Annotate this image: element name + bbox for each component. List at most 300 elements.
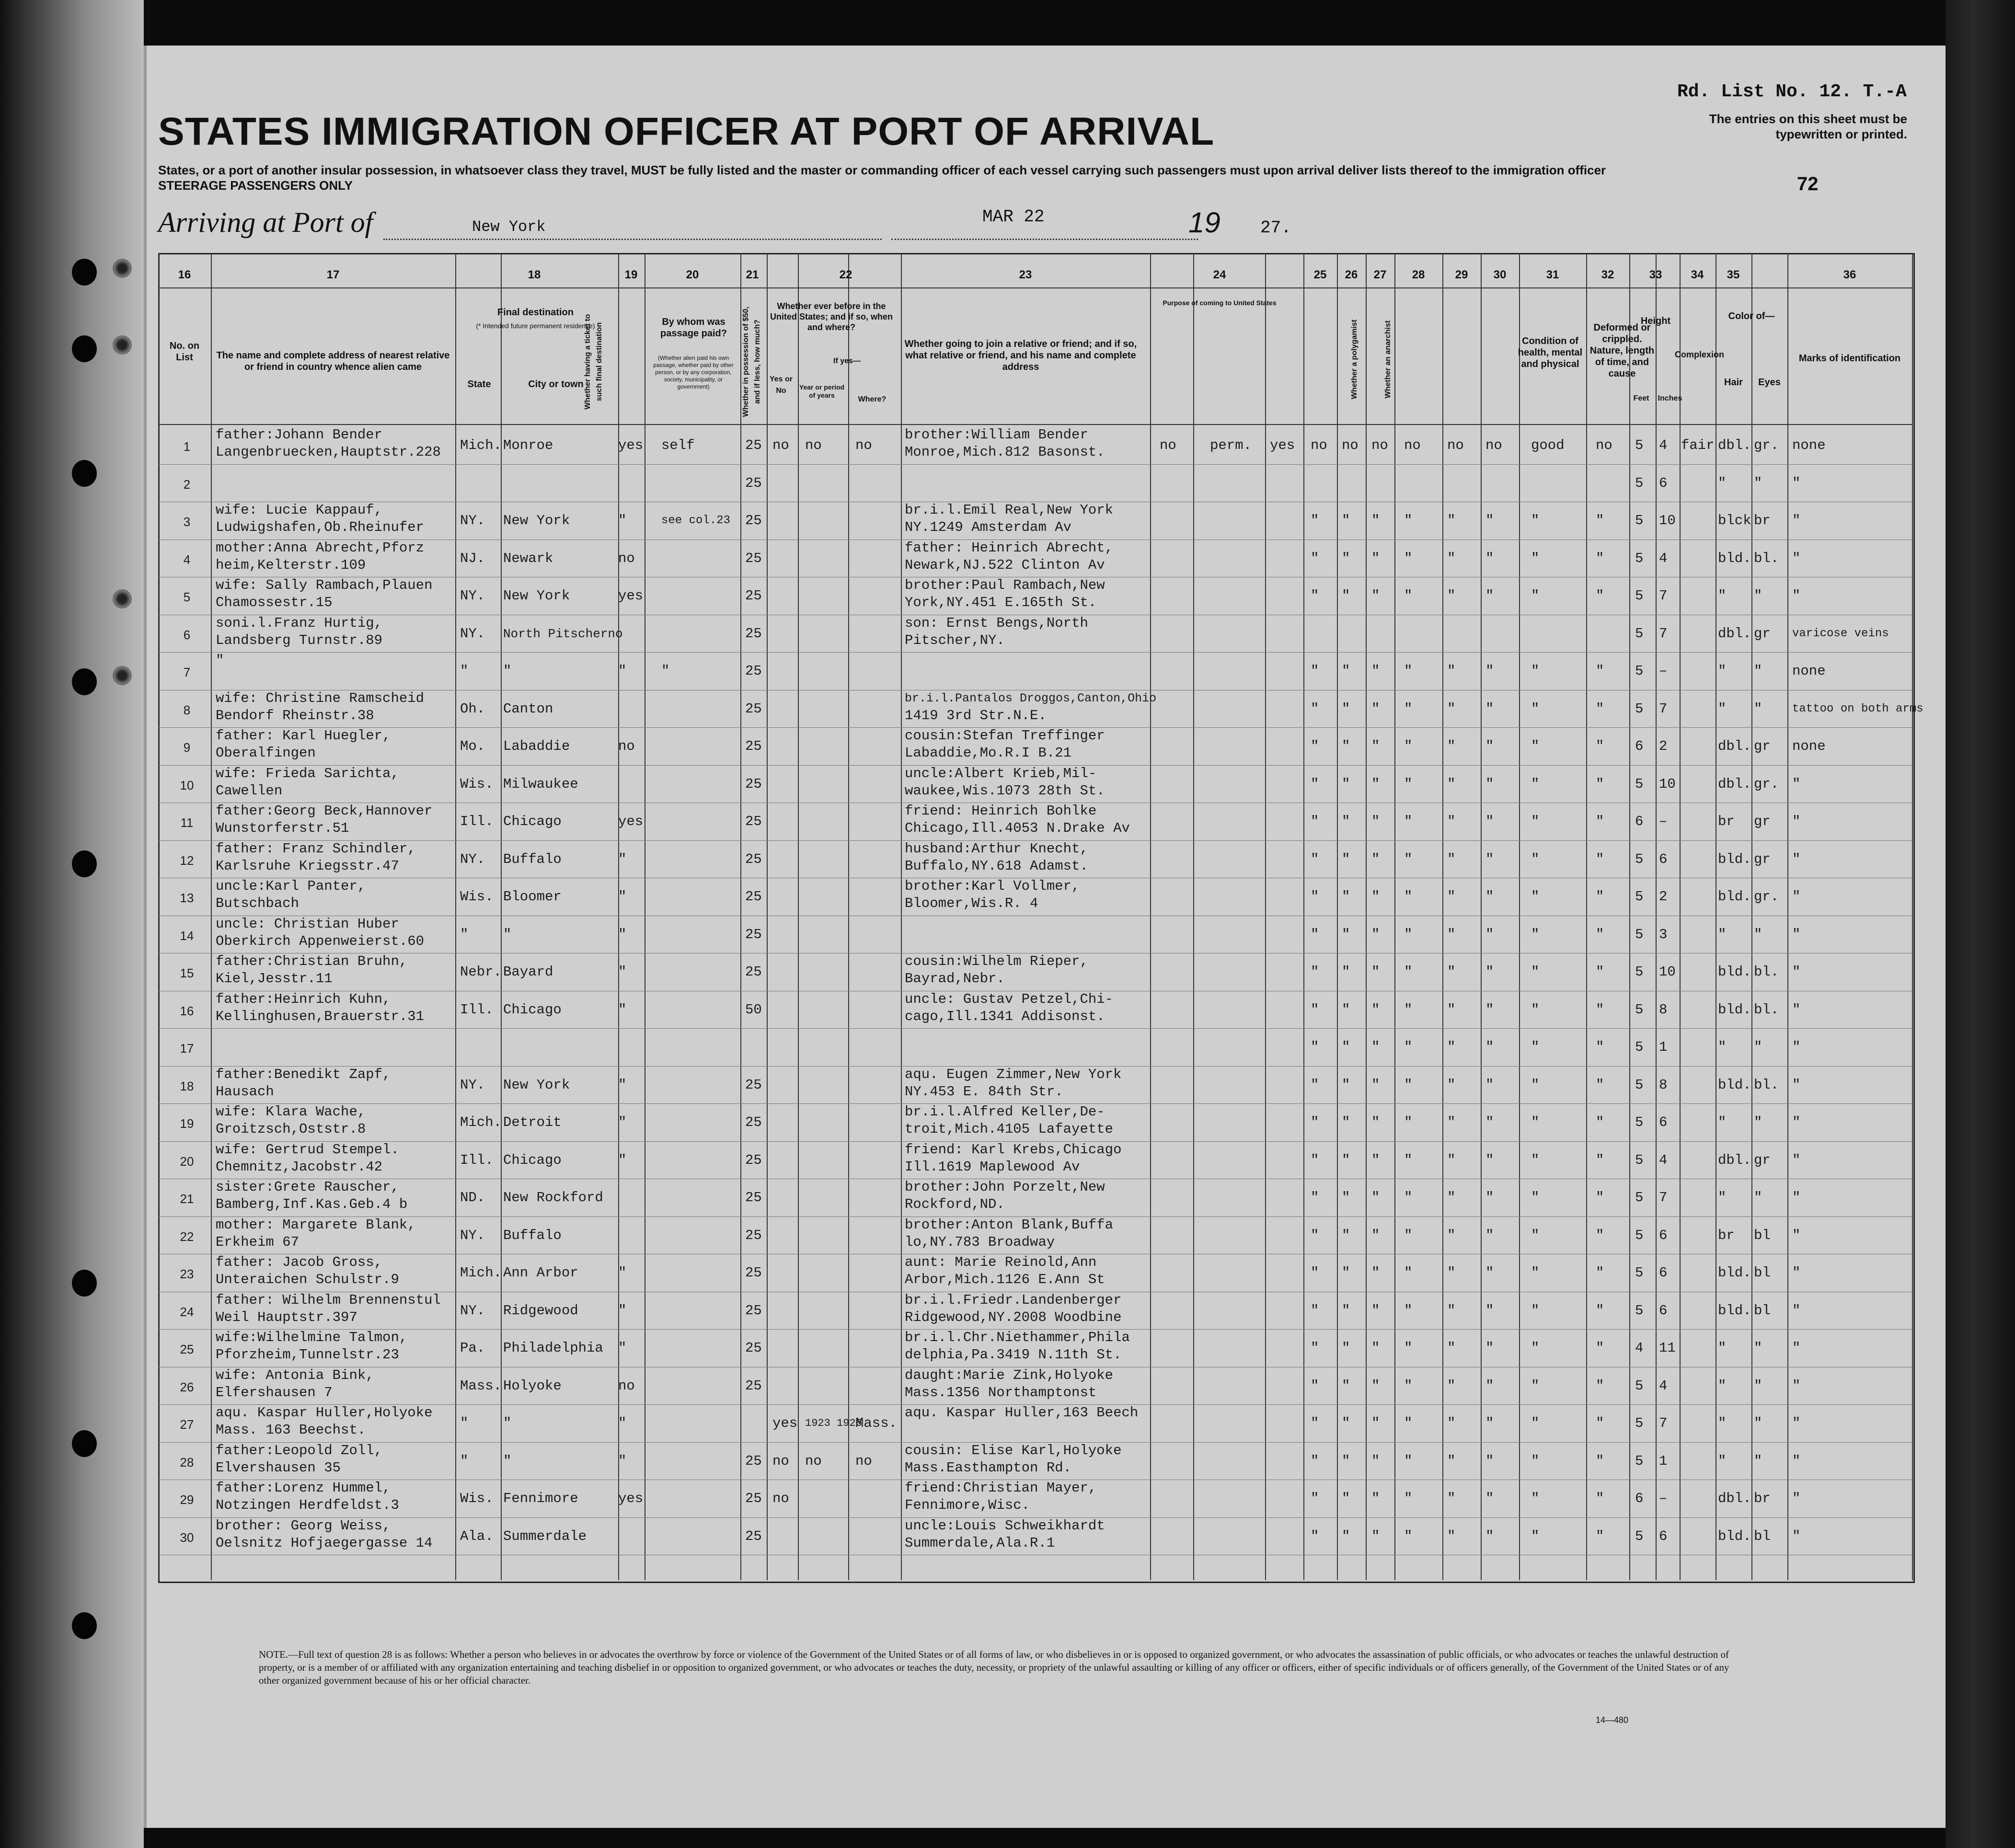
eye-color: " xyxy=(1754,1377,1762,1394)
where-in-us: no xyxy=(855,437,872,454)
joining-address: Summerdale,Ala.R.1 xyxy=(905,1535,1055,1551)
health-status: " xyxy=(1531,1190,1540,1206)
joining-address: NY.453 E. 84th Str. xyxy=(905,1083,1063,1100)
hair-color: dbl. xyxy=(1718,776,1751,792)
col-27: no xyxy=(1371,437,1388,454)
col-30: " xyxy=(1485,1152,1494,1168)
ticket-status: " xyxy=(618,964,627,980)
dest-state: Mich. xyxy=(460,1265,502,1281)
identification-marks: " xyxy=(1792,1302,1801,1319)
col-30: no xyxy=(1485,437,1502,454)
identification-marks: " xyxy=(1792,1265,1801,1281)
row-number: 27 xyxy=(180,1417,194,1432)
height-feet: 5 xyxy=(1635,588,1644,604)
health-status: " xyxy=(1531,1265,1540,1281)
dest-state: Wis. xyxy=(460,776,494,792)
money-amount: 25 xyxy=(745,550,762,566)
hair-color: blck xyxy=(1718,513,1751,529)
health-status: " xyxy=(1531,1340,1540,1356)
deformed-status: " xyxy=(1596,889,1604,905)
form-number: 14—480 xyxy=(1596,1715,1629,1725)
relative-name: father:Georg Beck,Hannover xyxy=(216,803,433,819)
col-30: " xyxy=(1485,1190,1494,1206)
col-30: " xyxy=(1485,550,1494,566)
joining-address: 1419 3rd Str.N.E. xyxy=(905,707,1047,723)
col-30: " xyxy=(1485,889,1494,905)
col-26: " xyxy=(1342,1039,1350,1056)
col-27: " xyxy=(1371,1114,1380,1131)
col-30: " xyxy=(1485,1453,1494,1469)
joining-address: Bloomer,Wis.R. 4 xyxy=(905,895,1038,912)
dest-state: Pa. xyxy=(460,1340,485,1356)
row-number: 15 xyxy=(180,966,194,981)
ever-in-us: no xyxy=(772,1491,789,1507)
identification-marks: " xyxy=(1792,1114,1801,1131)
col-30: " xyxy=(1485,588,1494,604)
hair-color: dbl. xyxy=(1718,625,1751,642)
dest-state: " xyxy=(460,1453,469,1469)
where-in-us: no xyxy=(855,1453,872,1469)
height-feet: 5 xyxy=(1635,1114,1644,1131)
height-feet: 5 xyxy=(1635,1001,1644,1018)
joining-name: uncle:Albert Krieb,Mil- xyxy=(905,765,1097,781)
joining-name: br.i.l.Alfred Keller,De- xyxy=(905,1104,1105,1120)
eye-color: " xyxy=(1754,926,1762,942)
deformed-status: " xyxy=(1596,550,1604,566)
col-head-yes-no: Yes or No xyxy=(769,375,793,395)
relative-address: Landsberg Turnstr.89 xyxy=(216,632,383,648)
joining-name: aqu. Eugen Zimmer,New York xyxy=(905,1066,1122,1082)
relative-address: Oberkirch Appenweierst.60 xyxy=(216,933,425,949)
ticket-status: no xyxy=(618,550,635,566)
identification-marks: " xyxy=(1792,1190,1801,1206)
deformed-status: " xyxy=(1596,1340,1604,1356)
col-27: " xyxy=(1371,1491,1380,1507)
ticket-status: " xyxy=(618,1152,627,1168)
deformed-status: " xyxy=(1596,1302,1604,1319)
eye-color: gr xyxy=(1754,1152,1771,1168)
joining-address: Ridgewood,NY.2008 Woodbine xyxy=(905,1309,1122,1325)
identification-marks: " xyxy=(1792,926,1801,942)
col-29: " xyxy=(1447,1039,1456,1056)
column-number: 28 xyxy=(1412,268,1425,281)
binder-ring xyxy=(113,589,132,608)
height-inches: 6 xyxy=(1659,1302,1668,1319)
col-28: " xyxy=(1404,1265,1413,1281)
dest-state: NY. xyxy=(460,625,485,642)
height-feet: 5 xyxy=(1635,1039,1644,1056)
col-27: " xyxy=(1371,964,1380,980)
column-number: 23 xyxy=(1019,268,1032,281)
col-25: " xyxy=(1311,851,1319,867)
joining-address: Labaddie,Mo.R.I B.21 xyxy=(905,745,1072,761)
joining-name: brother:William Bender xyxy=(905,427,1088,443)
ticket-status: " xyxy=(618,1265,627,1281)
relative-address: Chamossestr.15 xyxy=(216,595,333,611)
identification-marks: " xyxy=(1792,851,1801,867)
ever-in-us: no xyxy=(772,437,789,454)
column-number: 26 xyxy=(1345,268,1358,281)
height-feet: 5 xyxy=(1635,851,1644,867)
row-number: 26 xyxy=(180,1379,194,1394)
relative-address: Groitzsch,Oststr.8 xyxy=(216,1121,366,1137)
deformed-status: " xyxy=(1596,1114,1604,1131)
col-28: " xyxy=(1404,513,1413,529)
relative-name: father:Benedikt Zapf, xyxy=(216,1066,391,1082)
eye-color: gr xyxy=(1754,814,1771,830)
dest-city: " xyxy=(503,926,512,942)
hair-color: bld. xyxy=(1718,550,1751,566)
dest-city: Buffalo xyxy=(503,851,562,867)
col-29: " xyxy=(1447,588,1456,604)
dest-state: Mich. xyxy=(460,1114,502,1131)
col-head-complexion: Complexion xyxy=(1675,350,1725,359)
money-amount: 25 xyxy=(745,437,762,454)
money-amount: 25 xyxy=(745,1453,762,1469)
col-27: " xyxy=(1371,1265,1380,1281)
col-29: " xyxy=(1447,1302,1456,1319)
deformed-status: " xyxy=(1596,814,1604,830)
dest-state: Wis. xyxy=(460,1491,494,1507)
height-inches: 2 xyxy=(1659,738,1668,755)
identification-marks: " xyxy=(1792,1077,1801,1093)
grid-line xyxy=(1912,253,1913,1580)
column-number: 34 xyxy=(1691,268,1704,281)
money-amount: 25 xyxy=(745,700,762,717)
identification-marks: none xyxy=(1792,437,1826,454)
col-27: " xyxy=(1371,1039,1380,1056)
relative-name: soni.l.Franz Hurtig, xyxy=(216,615,383,631)
col-head-passage: By whom was passage paid? xyxy=(660,317,727,339)
identification-marks: " xyxy=(1792,1528,1801,1544)
col-head-ever-us: Whether ever before in the United States; and if so, when and where? xyxy=(770,301,893,332)
dest-state: ND. xyxy=(460,1190,485,1206)
height-inches: 6 xyxy=(1659,1265,1668,1281)
identification-marks: " xyxy=(1792,1039,1801,1056)
identification-marks: none xyxy=(1792,663,1826,679)
relative-address: heim,Kelterstr.109 xyxy=(216,557,366,573)
col-29: " xyxy=(1447,776,1456,792)
relative-name: mother: Margarete Blank, xyxy=(216,1217,416,1233)
ticket-status: yes xyxy=(618,588,644,604)
ticket-status: " xyxy=(618,663,627,679)
joining-address: Mass.Easthampton Rd. xyxy=(905,1459,1072,1476)
relative-name: father: Jacob Gross, xyxy=(216,1254,383,1271)
joining-name: aunt: Marie Reinold,Ann xyxy=(905,1254,1097,1271)
deformed-status: " xyxy=(1596,1152,1604,1168)
height-inches: 10 xyxy=(1659,513,1676,529)
money-amount: 25 xyxy=(745,964,762,980)
hair-color: bld. xyxy=(1718,851,1751,867)
height-inches: 4 xyxy=(1659,1377,1668,1394)
relative-address: Butschbach xyxy=(216,895,299,912)
col-25: " xyxy=(1311,1415,1319,1432)
col-25: " xyxy=(1311,1340,1319,1356)
dest-city: Chicago xyxy=(503,1001,562,1018)
relative-name: wife: Christine Ramscheid xyxy=(216,690,425,706)
height-feet: 6 xyxy=(1635,1491,1644,1507)
col-30: " xyxy=(1485,776,1494,792)
joining-address: delphia,Pa.3419 N.11th St. xyxy=(905,1347,1122,1363)
dest-city: Holyoke xyxy=(503,1377,562,1394)
col-25: " xyxy=(1311,1377,1319,1394)
row-number: 19 xyxy=(180,1116,194,1131)
joining-address: troit,Mich.4105 Lafayette xyxy=(905,1121,1114,1137)
height-inches: 6 xyxy=(1659,851,1668,867)
identification-marks: " xyxy=(1792,1152,1801,1168)
joining-address: Buffalo,NY.618 Adamst. xyxy=(905,858,1088,874)
years-in-us: no xyxy=(805,1453,822,1469)
ticket-status: " xyxy=(618,1415,627,1432)
relative-name: father: Wilhelm Brennenstul xyxy=(216,1292,441,1308)
page-number: 72 xyxy=(1797,173,1819,195)
dest-state: Ala. xyxy=(460,1528,494,1544)
identification-marks: " xyxy=(1792,1453,1801,1469)
where-in-us: Mass. xyxy=(855,1415,898,1432)
col-head-height: Height xyxy=(1640,316,1671,326)
col-25: " xyxy=(1311,1227,1319,1243)
joining-name: father: Heinrich Abrecht, xyxy=(905,539,1114,556)
col-26: " xyxy=(1342,738,1350,755)
col-26: " xyxy=(1342,1152,1350,1168)
height-feet: 5 xyxy=(1635,1265,1644,1281)
binder-hole xyxy=(72,1612,97,1639)
deformed-status: " xyxy=(1596,1377,1604,1394)
dest-state: " xyxy=(460,1415,469,1432)
eye-color: bl. xyxy=(1754,964,1779,980)
height-feet: 5 xyxy=(1635,1152,1644,1168)
relative-name: mother:Anna Abrecht,Pforz xyxy=(216,539,425,556)
height-inches: 4 xyxy=(1659,550,1668,566)
identification-marks: " xyxy=(1792,1001,1801,1018)
col-27: " xyxy=(1371,550,1380,566)
money-amount: 25 xyxy=(745,625,762,642)
joining-name: cousin: Elise Karl,Holyoke xyxy=(905,1442,1122,1458)
identification-marks: " xyxy=(1792,889,1801,905)
col-25: " xyxy=(1311,1453,1319,1469)
col-head-final-destination-note: (* Intended future permanent residence) xyxy=(476,322,595,330)
col-head-eyes: Eyes xyxy=(1758,377,1781,388)
page-edge xyxy=(1946,0,2015,1848)
ticket-status: no xyxy=(618,1377,635,1394)
binder-ring xyxy=(113,259,132,278)
col-30: " xyxy=(1485,738,1494,755)
relative-name: " xyxy=(216,653,224,669)
col-29: " xyxy=(1447,663,1456,679)
relative-address: Karlsruhe Kriegsstr.47 xyxy=(216,858,399,874)
col-26: " xyxy=(1342,1190,1350,1206)
row-number: 6 xyxy=(183,627,191,642)
identification-marks: " xyxy=(1792,550,1801,566)
col-head-if-yes: If yes— xyxy=(833,357,861,365)
dest-city: North Pitscherno xyxy=(503,626,623,641)
joining-name: cousin:Wilhelm Rieper, xyxy=(905,953,1088,970)
money-amount: 25 xyxy=(745,851,762,867)
col-28: " xyxy=(1404,1340,1413,1356)
col-28: " xyxy=(1404,1001,1413,1018)
col-25: " xyxy=(1311,550,1319,566)
eye-color: bl xyxy=(1754,1265,1771,1281)
dest-state: NY. xyxy=(460,1227,485,1243)
hair-color: dbl. xyxy=(1718,1491,1751,1507)
col-27: " xyxy=(1371,1190,1380,1206)
height-feet: 6 xyxy=(1635,738,1644,755)
relative-address: Kiel,Jesstr.11 xyxy=(216,971,333,987)
relative-address: Bendorf Rheinstr.38 xyxy=(216,707,374,723)
binder-hole xyxy=(72,1430,97,1457)
eye-color: " xyxy=(1754,1039,1762,1056)
dest-city: Canton xyxy=(503,700,553,717)
row-number: 1 xyxy=(183,439,191,454)
col-25: " xyxy=(1311,1302,1319,1319)
grid-line xyxy=(158,424,1912,425)
col-30: " xyxy=(1485,1114,1494,1131)
identification-marks: " xyxy=(1792,588,1801,604)
col-30: " xyxy=(1485,814,1494,830)
joining-address: Rockford,ND. xyxy=(905,1196,1005,1213)
col-25: " xyxy=(1311,663,1319,679)
joining-name: brother:Karl Vollmer, xyxy=(905,878,1080,895)
row-number: 5 xyxy=(183,590,191,605)
col-29: " xyxy=(1447,1265,1456,1281)
hair-color: bld. xyxy=(1718,1528,1751,1544)
row-number: 9 xyxy=(183,740,191,755)
joining-name: br.i.l.Pantalos Droggos,Canton,Ohio xyxy=(905,691,1157,705)
health-status: " xyxy=(1531,550,1540,566)
relative-address: Oelsnitz Hofjaegergasse 14 xyxy=(216,1535,433,1551)
col-25: no xyxy=(1311,437,1327,454)
hair-color: " xyxy=(1718,700,1727,717)
instruction-line: States, or a port of another insular possession, in whatsoever class they travel, MUST be fully listed and the master or commanding officer of each vessel carrying such passengers must upon arrival deliver lists thereof to the immigration officer xyxy=(158,163,1606,177)
purpose-b: perm. xyxy=(1210,437,1252,454)
deformed-status: " xyxy=(1596,1453,1604,1469)
joining-address: Chicago,Ill.4053 N.Drake Av xyxy=(905,820,1130,837)
dest-city: Detroit xyxy=(503,1114,562,1131)
col-head-year-period: Year or period of years xyxy=(799,383,845,399)
money-amount: 25 xyxy=(745,889,762,905)
dest-city: Milwaukee xyxy=(503,776,578,792)
relative-address: Kellinghusen,Brauerstr.31 xyxy=(216,1008,425,1024)
money-amount: 25 xyxy=(745,1114,762,1131)
col-28: " xyxy=(1404,738,1413,755)
col-27: " xyxy=(1371,851,1380,867)
col-29: " xyxy=(1447,550,1456,566)
deformed-status: " xyxy=(1596,1077,1604,1093)
relative-name: father:Christian Bruhn, xyxy=(216,953,408,970)
col-27: " xyxy=(1371,1340,1380,1356)
col-30: " xyxy=(1485,851,1494,867)
row-number: 22 xyxy=(180,1229,194,1244)
hair-color: bld. xyxy=(1718,1302,1751,1319)
col-28: " xyxy=(1404,1453,1413,1469)
hair-color: " xyxy=(1718,1039,1727,1056)
col-30: " xyxy=(1485,964,1494,980)
col-head-state: State xyxy=(467,379,491,390)
identification-marks: tattoo on both arms xyxy=(1792,702,1923,715)
height-feet: 6 xyxy=(1635,814,1644,830)
col-28: " xyxy=(1404,1227,1413,1243)
dest-state: NY. xyxy=(460,1302,485,1319)
health-status: " xyxy=(1531,1528,1540,1544)
joining-name: cousin:Stefan Treffinger xyxy=(905,728,1105,744)
relative-name: wife: Frieda Sarichta, xyxy=(216,765,399,781)
joining-name: br.i.l.Emil Real,New York xyxy=(905,502,1114,518)
col-26: " xyxy=(1342,700,1350,717)
relative-name: wife: Lucie Kappauf, xyxy=(216,502,383,518)
joining-address: cago,Ill.1341 Addisonst. xyxy=(905,1008,1105,1024)
row-number: 11 xyxy=(180,815,194,830)
eye-color: " xyxy=(1754,1114,1762,1131)
purpose-a: no xyxy=(1160,437,1176,454)
height-inches: 2 xyxy=(1659,889,1668,905)
deformed-status: " xyxy=(1596,1415,1604,1432)
col-25: " xyxy=(1311,1265,1319,1281)
joining-address: NY.1249 Amsterdam Av xyxy=(905,519,1072,536)
relative-address: Unteraichen Schulstr.9 xyxy=(216,1272,399,1288)
col-28: " xyxy=(1404,851,1413,867)
height-feet: 5 xyxy=(1635,776,1644,792)
dest-city: New Rockford xyxy=(503,1190,603,1206)
row-number: 2 xyxy=(183,477,191,492)
col-30: " xyxy=(1485,926,1494,942)
height-feet: 5 xyxy=(1635,964,1644,980)
col-head-anarchist: Whether a polygamist xyxy=(1350,319,1359,400)
dest-city: Newark xyxy=(503,550,553,566)
money-amount: 50 xyxy=(745,1001,762,1018)
ticket-status: no xyxy=(618,738,635,755)
col-28: " xyxy=(1404,1190,1413,1206)
column-number: 22 xyxy=(839,268,852,281)
relative-address: Wunstorferstr.51 xyxy=(216,820,349,837)
dest-city: Fennimore xyxy=(503,1491,578,1507)
dest-city: " xyxy=(503,1453,512,1469)
eye-color: " xyxy=(1754,663,1762,679)
col-29: " xyxy=(1447,814,1456,830)
money-amount: 25 xyxy=(745,1190,762,1206)
col-25: " xyxy=(1311,776,1319,792)
col-28: " xyxy=(1404,964,1413,980)
relative-address: Weil Hauptstr.397 xyxy=(216,1309,357,1325)
relative-name: father:Johann Bender xyxy=(216,427,383,443)
deformed-status: " xyxy=(1596,663,1604,679)
col-26: " xyxy=(1342,1302,1350,1319)
col-28: " xyxy=(1404,1528,1413,1544)
health-status: " xyxy=(1531,663,1540,679)
col-28: " xyxy=(1404,588,1413,604)
binder-ring xyxy=(113,335,132,355)
col-29: " xyxy=(1447,964,1456,980)
col-head-feet: Feet xyxy=(1633,394,1649,402)
column-number: 24 xyxy=(1213,268,1226,281)
eye-color: br xyxy=(1754,513,1771,529)
col-30: " xyxy=(1485,1528,1494,1544)
height-inches: 3 xyxy=(1659,926,1668,942)
column-number: 16 xyxy=(178,268,191,281)
row-number: 13 xyxy=(180,891,194,906)
identification-marks: " xyxy=(1792,475,1801,491)
hair-color: bld. xyxy=(1718,1077,1751,1093)
relative-name: father: Franz Schindler, xyxy=(216,840,416,857)
col-25: " xyxy=(1311,1528,1319,1544)
col-30: " xyxy=(1485,700,1494,717)
col-28: " xyxy=(1404,776,1413,792)
relative-address: Ludwigshafen,Ob.Rheinufer xyxy=(216,519,425,536)
eye-color: " xyxy=(1754,1190,1762,1206)
health-status: " xyxy=(1531,851,1540,867)
relative-name: father:Heinrich Kuhn, xyxy=(216,991,391,1007)
binder-hole xyxy=(72,1270,97,1297)
column-number: 27 xyxy=(1373,268,1387,281)
